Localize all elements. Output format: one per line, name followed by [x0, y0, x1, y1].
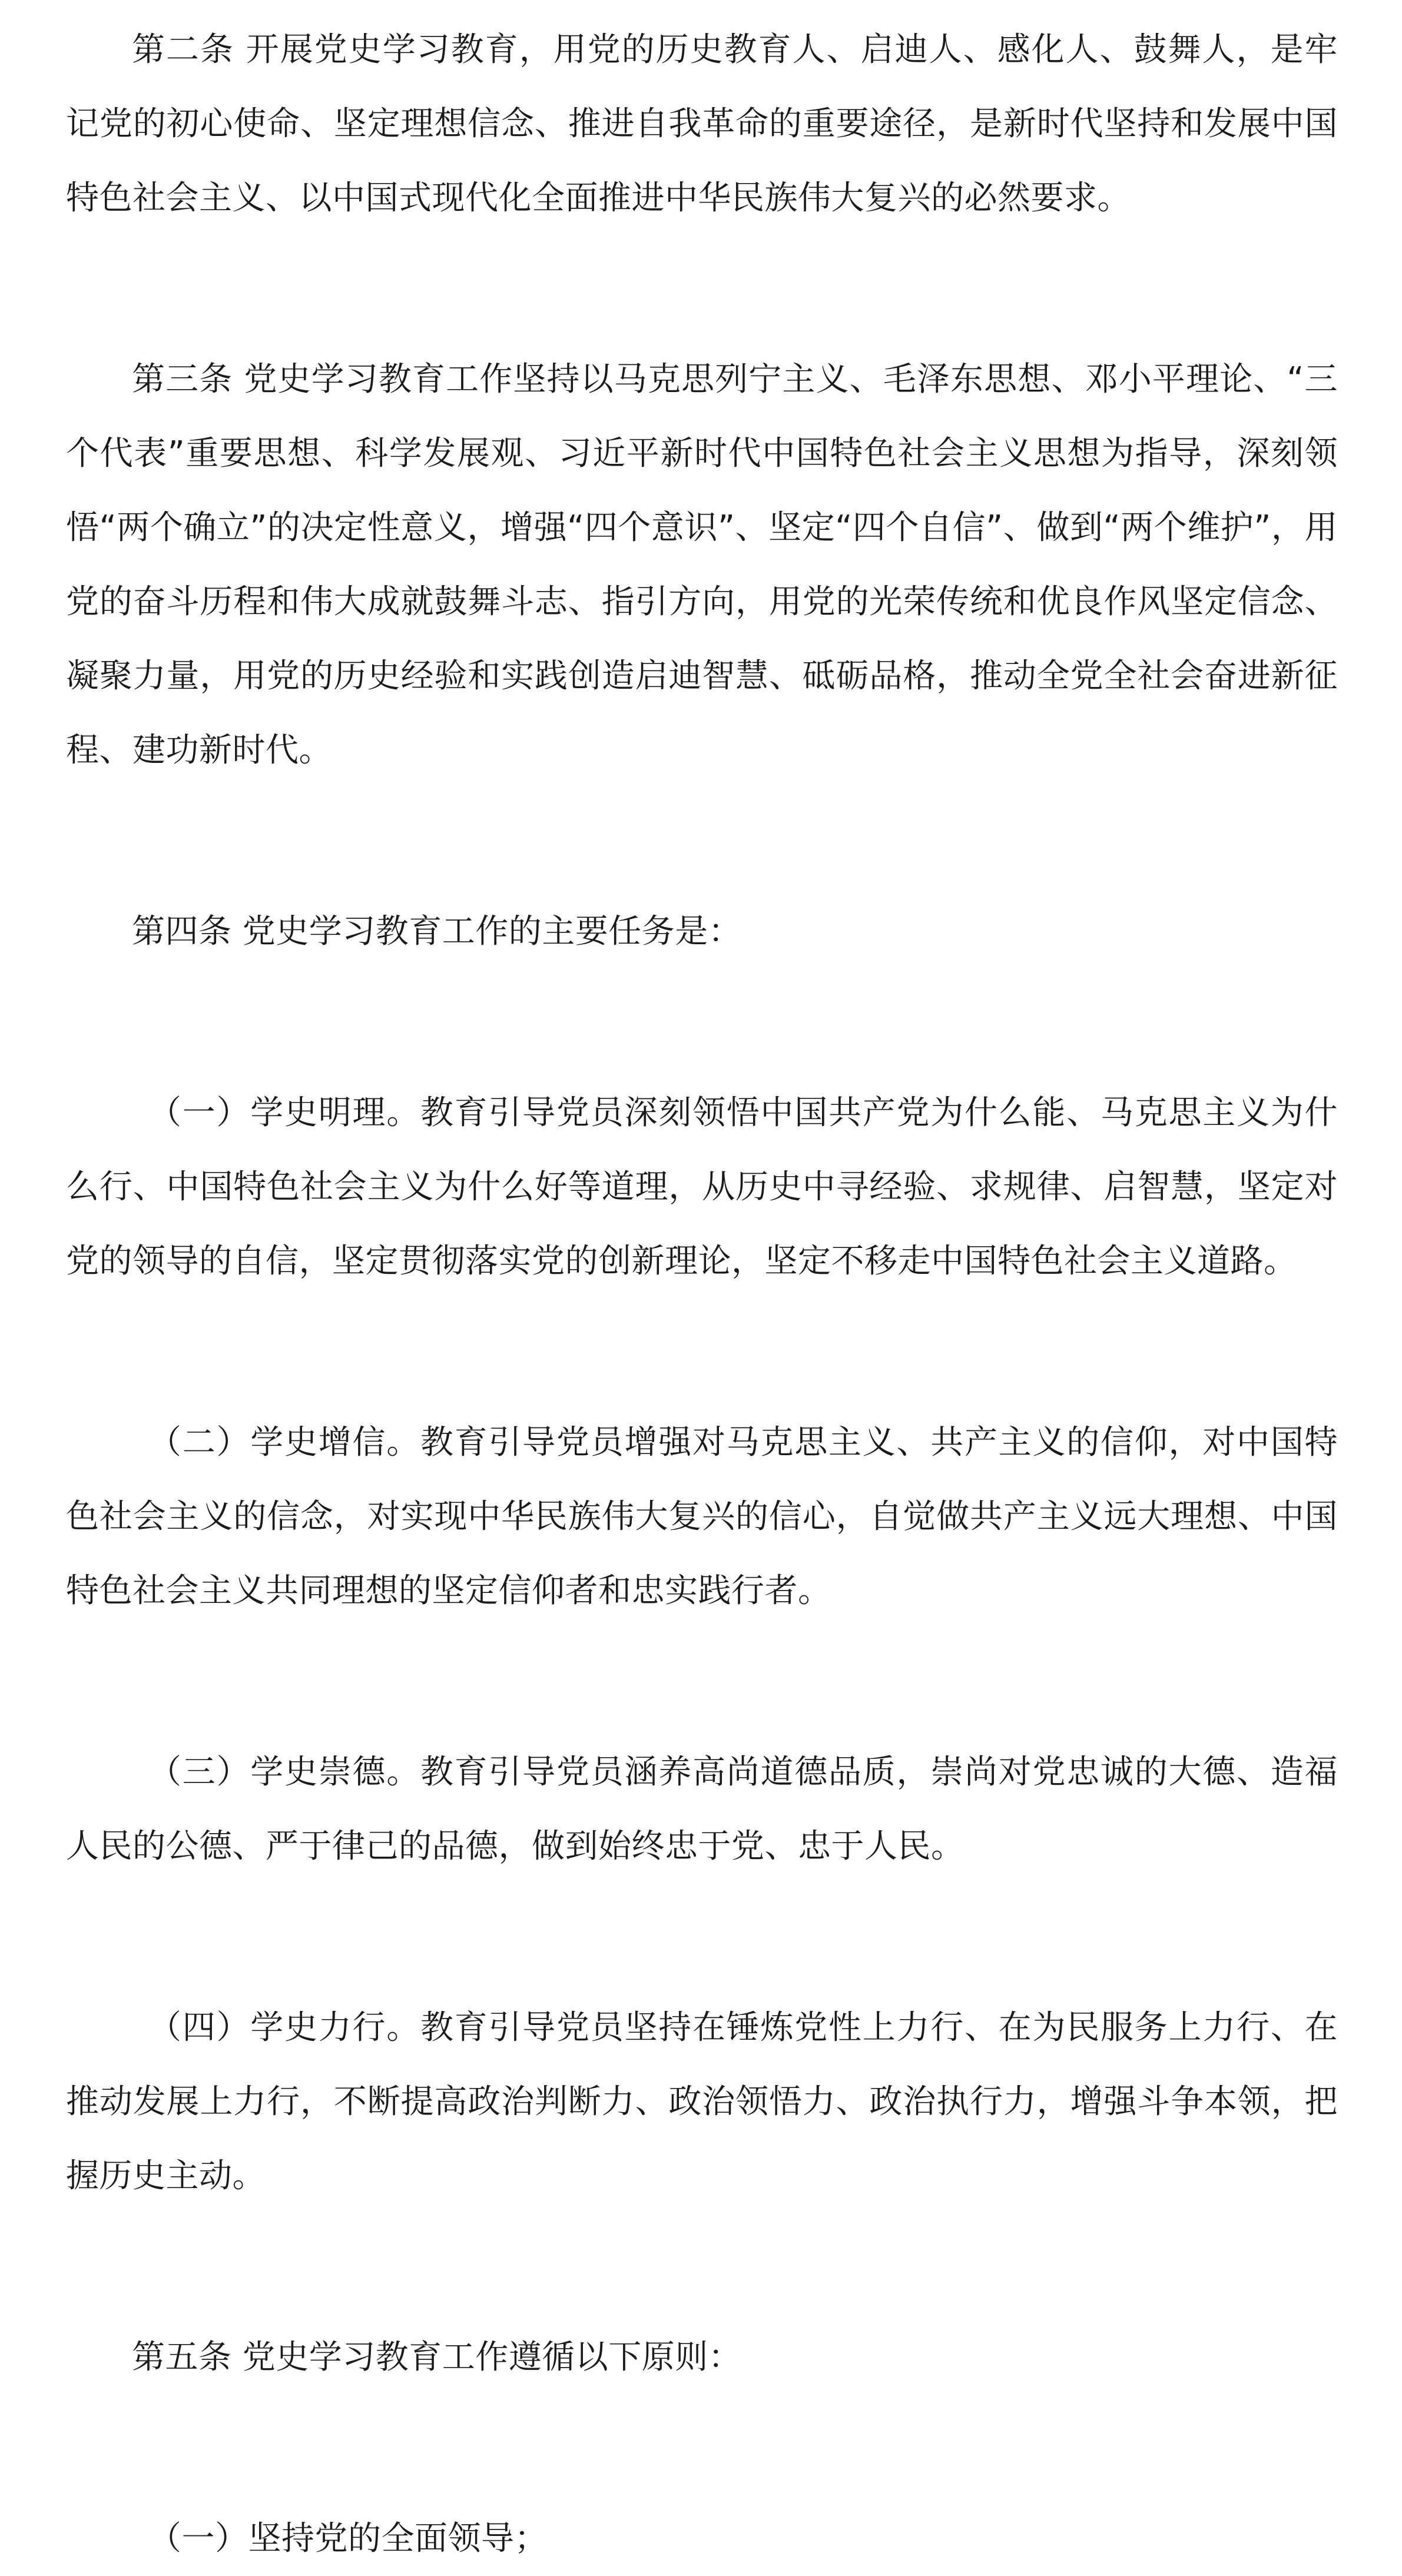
list-item-4: （四）学史力行。教育引导党员坚持在锤炼党性上力行、在为民服务上力行、在推动发展上力行，不断提高政治判断力、政治领悟力、政治执行力，增强斗争本领，把握历史主动。	[66, 2009, 1338, 2195]
paragraph-gap	[66, 2395, 1338, 2502]
document-page	[66, 13, 1338, 2576]
article-5-paragraph: 第五条 党史学习教育工作遵循以下原则：	[132, 2338, 742, 2376]
article-3-paragraph: 第三条 党史学习教育工作坚持以马克思列宁主义、毛泽东思想、邓小平理论、“三个代表”重要思想、科学发展观、习近平新时代中国特色社会主义思想为指导，深刻领悟“两个确立”的决定性意义，增强“四个意识”、坚定“四个自信”、做到“两个维护”，用党的奋斗历程和伟大成就鼓舞斗志、指引方向，用党的光荣传统和优良作风坚定信念、凝聚力量，用党的历史经验和实践创造启迪智慧、砥砺品格，推动全党全社会奋进新征程、建功新时代。	[66, 360, 1338, 769]
paragraph-gap	[66, 1299, 1338, 1406]
list-item-3: （三）学史崇德。教育引导党员涵养高尚道德品质，崇尚对党忠诚的大德、造福人民的公德、严于律己的品德，做到始终忠于党、忠于人民。	[66, 1753, 1338, 1865]
paragraph-gap	[66, 235, 1338, 343]
list-item-2: （二）学史增信。教育引导党员增强对马克思主义、共产主义的信仰，对中国特色社会主义的信念，对实现中华民族伟大复兴的信心，自觉做共产主义远大理想、中国特色社会主义共同理想的坚定信仰者和忠实践行者。	[66, 1423, 1338, 1610]
article-4-paragraph: 第四条 党史学习教育工作的主要任务是：	[132, 912, 742, 951]
paragraph-gap	[66, 969, 1338, 1076]
paragraph-gap	[66, 788, 1338, 895]
article-2-paragraph: 第二条 开展党史学习教育，用党的历史教育人、启迪人、感化人、鼓舞人，是牢记党的初心使命、坚定理想信念、推进自我革命的重要途径，是新时代坚持和发展中国特色社会主义、以中国式现代化全面推进中华民族伟大复兴的必然要求。	[66, 31, 1338, 217]
paragraph-gap	[66, 1884, 1338, 1991]
paragraph-gap	[66, 2213, 1338, 2321]
list-item-1: （一）学史明理。教育引导党员深刻领悟中国共产党为什么能、马克思主义为什么行、中国特色社会主义为什么好等道理，从历史中寻经验、求规律、启智慧，坚定对党的领导的自信，坚定贯彻落实党的创新理论，坚定不移走中国特色社会主义道路。	[66, 1094, 1338, 1280]
paragraph-gap	[66, 1628, 1338, 1735]
principle-item-1: （一）坚持党的全面领导；	[148, 2519, 548, 2558]
